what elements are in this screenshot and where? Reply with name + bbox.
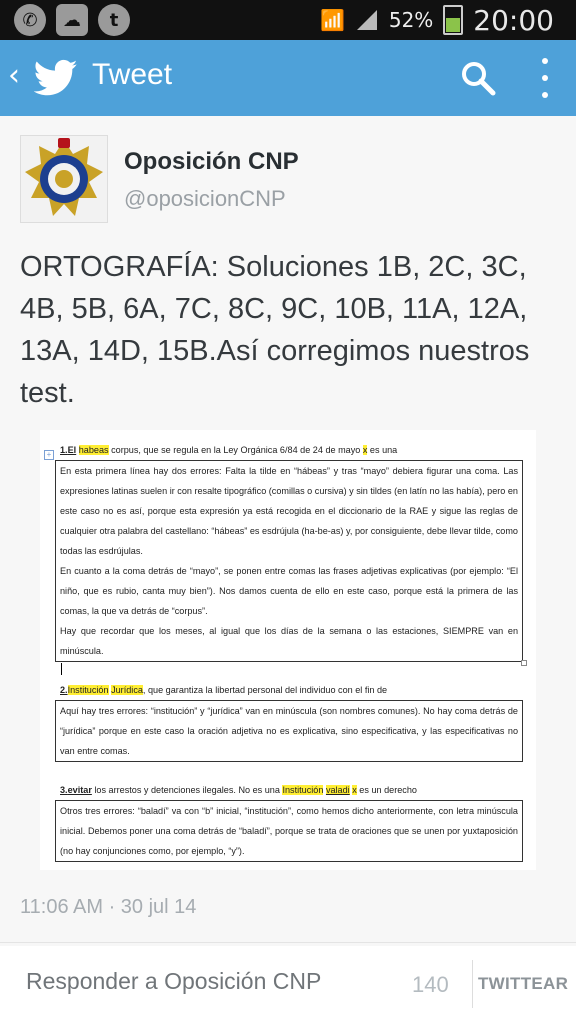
search-icon[interactable] (460, 60, 496, 96)
text-cursor (61, 663, 62, 675)
battery-percent: 52% (388, 8, 434, 32)
clock: 20:00 (473, 3, 554, 37)
tweet-text: ORTOGRAFÍA: Soluciones 1B, 2C, 3C, 4B, 5B, 6A, 7C, 8C, 9C, 10B, 11A, 12A, 13A, 14D, 15B.Así corregimos nuestros test. (20, 251, 530, 409)
app-bar (0, 40, 576, 116)
battery-icon (443, 5, 463, 35)
reply-bar (0, 946, 576, 1024)
police-badge-icon (21, 136, 107, 222)
status-bar (0, 0, 576, 40)
divider (472, 960, 473, 1008)
tweet-timestamp: 11:06 AM · 30 jul 14 (20, 896, 197, 918)
signal-icon (355, 8, 379, 32)
weather-icon: ☁ (56, 4, 88, 36)
plus-icon: + (44, 450, 54, 460)
back-chevron-icon[interactable]: ‹ (8, 58, 20, 93)
overflow-menu-icon[interactable] (540, 58, 550, 98)
twitter-bird-icon[interactable] (34, 58, 78, 98)
divider (0, 942, 576, 943)
resize-handle[interactable] (521, 660, 527, 666)
user-name[interactable]: Oposición CNP (124, 148, 299, 175)
tweet-button[interactable]: TWITTEAR (478, 974, 569, 993)
explanation-box-1: En esta primera línea hay dos errores: Falta la tilde en “hábeas” y tras “mayo” debiera figurar una coma. Las expresiones latinas suelen ir con resalte tipográfico (comillas o cursiva) y sin tildes (en latín no las había), pero en este caso no es así, porque esta expresión ya está recogida en el diccionario de la RAE y sigue las reglas de cualquier otra palabra del castellano: “hábeas” es esdrújula (ha-be-as) y, por consiguiente, debe llevar tilde, como todas las esdrújulas. En cuanto a la coma detrás de “mayo”, se ponen entre comas las frases adjetivas explicativas (por ejemplo: “El niño, que es rubio, canta muy bien”). Nos damos cuenta de ello en este caso, porque está la primera de las comas, la que va detrás de “corpus”. Hay que recordar que los meses, al igual que los días de la semana o las estaciones, SIEMPRE van en minúscula. (55, 460, 523, 662)
explanation-box-3: Otros tres errores: “baladí” va con “b” inicial, “institución”, como hemos dicho anteriormente, con letra minúscula inicial. Debemos poner una coma detrás de “baladí”, porque se trata de oraciones que se unen por yuxtaposición (no hay conjunciones como, por ejemplo, “y”). (55, 800, 523, 862)
question-2: 2.Institución Jurídica, que garantiza la libertad personal del individuo con el fin de (60, 685, 388, 695)
tweet-image[interactable] (40, 430, 536, 870)
wifi-icon: 📶 (319, 8, 345, 32)
question-3: 3.evitar los arrestos y detenciones ilegales. No es una Institución valadi x es un derecho (60, 785, 417, 795)
question-1: 1.El habeas corpus, que se regula en la Ley Orgánica 6/84 de 24 de mayo x es una (60, 445, 398, 455)
char-counter: 140 (412, 972, 449, 997)
whatsapp-icon: ✆ (14, 4, 46, 36)
user-handle[interactable]: @oposicionCNP (124, 186, 286, 211)
explanation-box-2: Aquí hay tres errores: “institución” y “jurídica” van en minúscula (son nombres comunes). No hay coma detrás de “jurídica” porque en este caso la oración adjetiva no es explicativa, sino especificativa, y las especificativas no van entre comas. (55, 700, 523, 762)
avatar[interactable] (20, 135, 108, 223)
tumblr-icon: t (98, 4, 130, 36)
app-title: Tweet (92, 58, 173, 91)
reply-input[interactable] (26, 968, 396, 995)
